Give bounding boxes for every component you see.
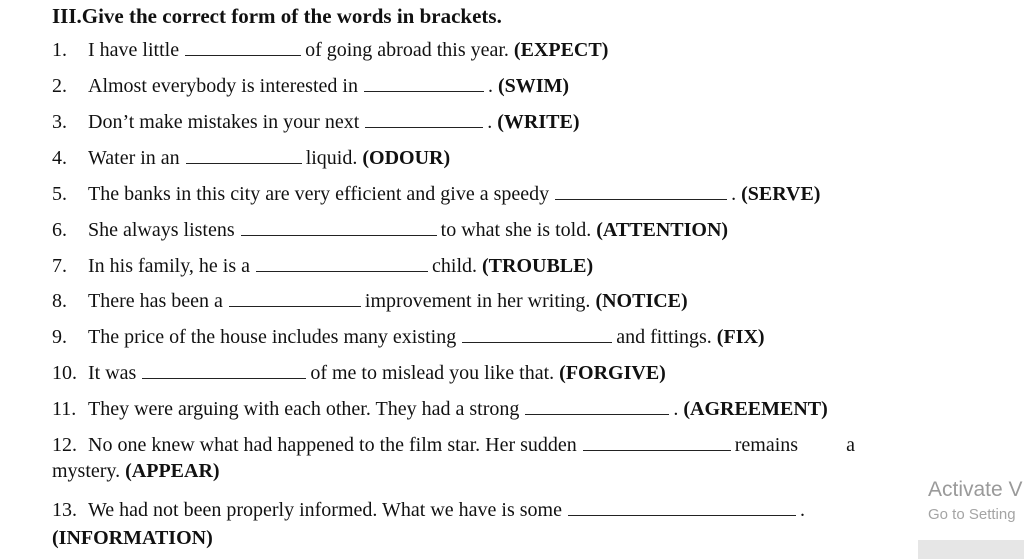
answer-blank-5[interactable]	[555, 183, 727, 200]
answer-blank-6[interactable]	[241, 219, 437, 236]
answer-blank-4[interactable]	[186, 147, 302, 164]
keyword-7: (TROUBLE)	[482, 255, 594, 277]
answer-blank-7[interactable]	[256, 255, 428, 272]
question-11: 11. They were arguing with each other. They had a strong . (AGREEMENT)	[52, 398, 828, 420]
question-7: 7. In his family, he is a child. (TROUBLE)	[52, 255, 594, 277]
question-4: 4. Water in an liquid. (ODOUR)	[52, 147, 451, 169]
keyword-8: (NOTICE)	[595, 290, 688, 312]
answer-blank-3[interactable]	[365, 111, 483, 128]
question-5: 5. The banks in this city are very efficient and give a speedy . (SERVE)	[52, 183, 821, 205]
question-12: 12. No one knew what had happened to the film star. Her sudden remains a	[52, 434, 855, 456]
keyword-6: (ATTENTION)	[596, 219, 729, 241]
answer-blank-10[interactable]	[142, 362, 306, 379]
question-6: 6. She always listens to what she is told. (ATTENTION)	[52, 219, 729, 241]
go-to-settings-watermark: Go to Setting	[928, 506, 1016, 523]
section-heading: III.Give the correct form of the words in brackets.	[52, 4, 502, 28]
answer-blank-13[interactable]	[568, 499, 796, 516]
question-12-continued: mystery. (APPEAR)	[52, 460, 220, 482]
keyword-12: (APPEAR)	[125, 460, 220, 482]
answer-blank-1[interactable]	[185, 39, 301, 56]
keyword-3: (WRITE)	[497, 111, 580, 133]
keyword-5: (SERVE)	[741, 183, 821, 205]
question-8: 8. There has been a improvement in her writing. (NOTICE)	[52, 290, 688, 312]
answer-blank-11[interactable]	[525, 398, 669, 415]
keyword-11: (AGREEMENT)	[683, 398, 828, 420]
keyword-4: (ODOUR)	[362, 147, 451, 169]
question-9: 9. The price of the house includes many existing and fittings. (FIX)	[52, 326, 765, 348]
keyword-13: (INFORMATION)	[52, 527, 213, 549]
question-2: 2. Almost everybody is interested in . (SWIM)	[52, 75, 570, 97]
keyword-2: (SWIM)	[497, 75, 570, 97]
question-1: 1. I have little of going abroad this year. (EXPECT)	[52, 39, 609, 61]
answer-blank-12[interactable]	[583, 434, 731, 451]
question-3: 3. Don’t make mistakes in your next . (WRITE)	[52, 111, 580, 133]
question-13-continued	[52, 526, 213, 550]
activate-windows-watermark: Activate V	[928, 478, 1023, 501]
answer-blank-2[interactable]	[364, 75, 484, 92]
answer-blank-8[interactable]	[229, 290, 361, 307]
question-10: 10. It was of me to mislead you like that. (FORGIVE)	[52, 362, 666, 384]
taskbar-hint	[918, 540, 1024, 559]
question-13: 13. We had not been properly informed. What we have is some .	[52, 499, 805, 521]
answer-blank-9[interactable]	[462, 326, 612, 343]
keyword-9: (FIX)	[716, 326, 765, 348]
keyword-10: (FORGIVE)	[559, 362, 666, 384]
keyword-1: (EXPECT)	[513, 39, 609, 61]
